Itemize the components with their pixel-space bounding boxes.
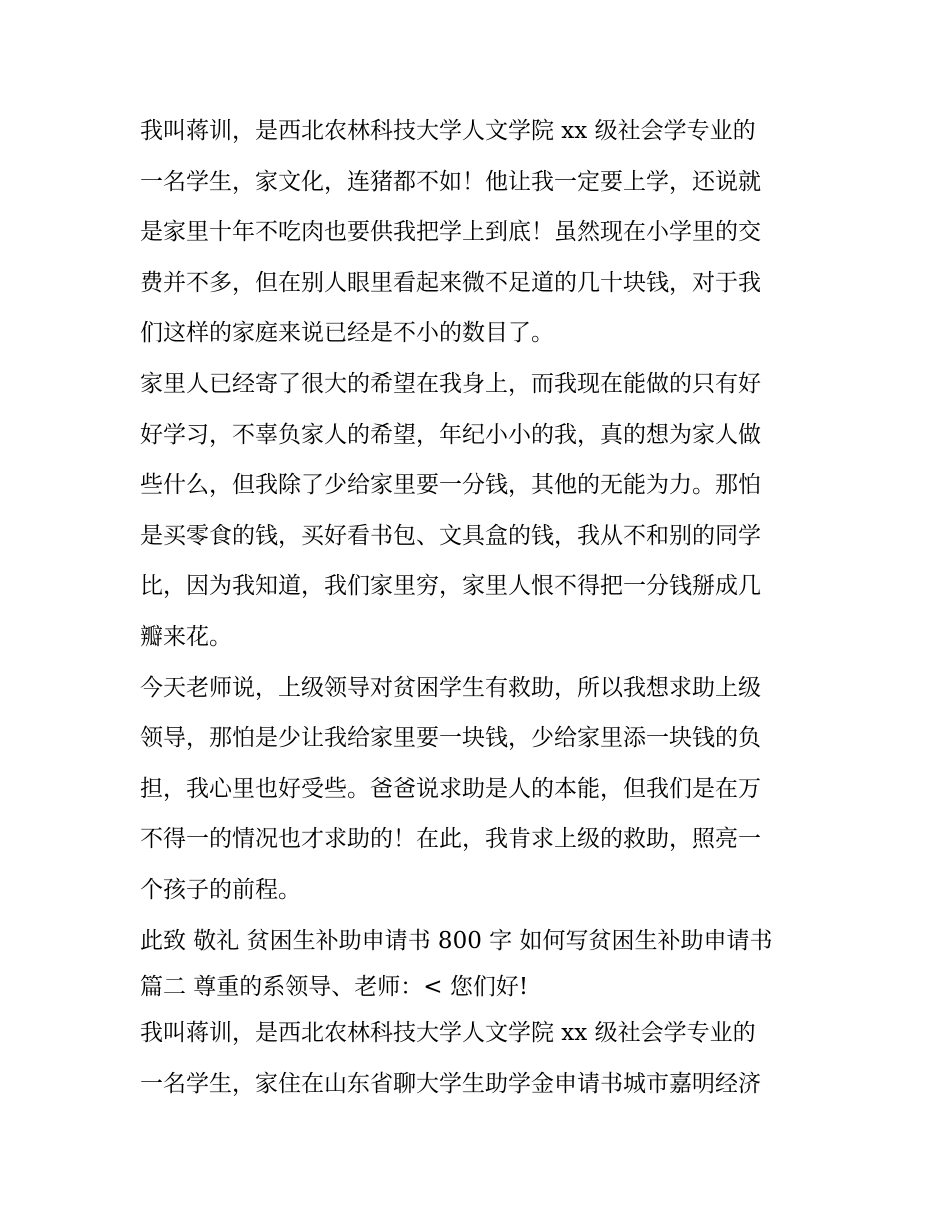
text-line: 担，我心里也好受些。爸爸说求助是人的本能，但我们是在万: [140, 775, 761, 802]
text-line: 是家里十年不吃肉也要供我把学上到底！虽然现在小学里的交: [140, 219, 761, 246]
text-line: 是买零食的钱，买好看书包、文具盒的钱，我从不和别的同学: [140, 522, 761, 549]
text-line: 不得一的情况也才求助的！在此，我肯求上级的救助，照亮一: [140, 826, 761, 853]
text-line: 我叫蒋训，是西北农林科技大学人文学院 xx 级社会学专业的: [140, 118, 756, 144]
text-line: 家里人已经寄了很大的希望在我身上，而我现在能做的只有好: [140, 370, 761, 397]
text-line: 们这样的家庭来说已经是不小的数目了。: [140, 320, 554, 347]
text-line: 个孩子的前程。: [140, 876, 301, 903]
text-line: 一名学生，家文化，连猪都不如！他让我一定要上学，还说就: [140, 168, 761, 195]
text-line: 篇二 尊重的系领导、老师：< 您们好!: [140, 974, 529, 1001]
text-line: 费并不多，但在别人眼里看起来微不足道的几十块钱，对于我: [140, 269, 761, 296]
text-line: 我叫蒋训，是西北农林科技大学人文学院 xx 级社会学专业的: [140, 1020, 756, 1047]
text-line: 一名学生，家住在山东省聊大学生助学金申请书城市嘉明经济: [140, 1070, 761, 1097]
text-line: 些什么，但我除了少给家里要一分钱，其他的无能为力。那怕: [140, 472, 761, 499]
text-line: 比，因为我知道，我们家里穷，家里人恨不得把一分钱掰成几: [140, 573, 761, 600]
text-line: 瓣来花。: [140, 623, 232, 650]
text-line: 好学习，不辜负家人的希望，年纪小小的我，真的想为家人做: [140, 421, 761, 448]
text-line: 今天老师说，上级领导对贫困学生有救助，所以我想求助上级: [140, 674, 761, 701]
document-body: [140, 106, 820, 1109]
text-line: 此致 敬礼 贫困生补助申请书 800 字 如何写贫困生补助申请书: [140, 927, 773, 954]
text-line: 领导，那怕是少让我给家里要一块钱，少给家里添一块钱的负: [140, 725, 761, 752]
